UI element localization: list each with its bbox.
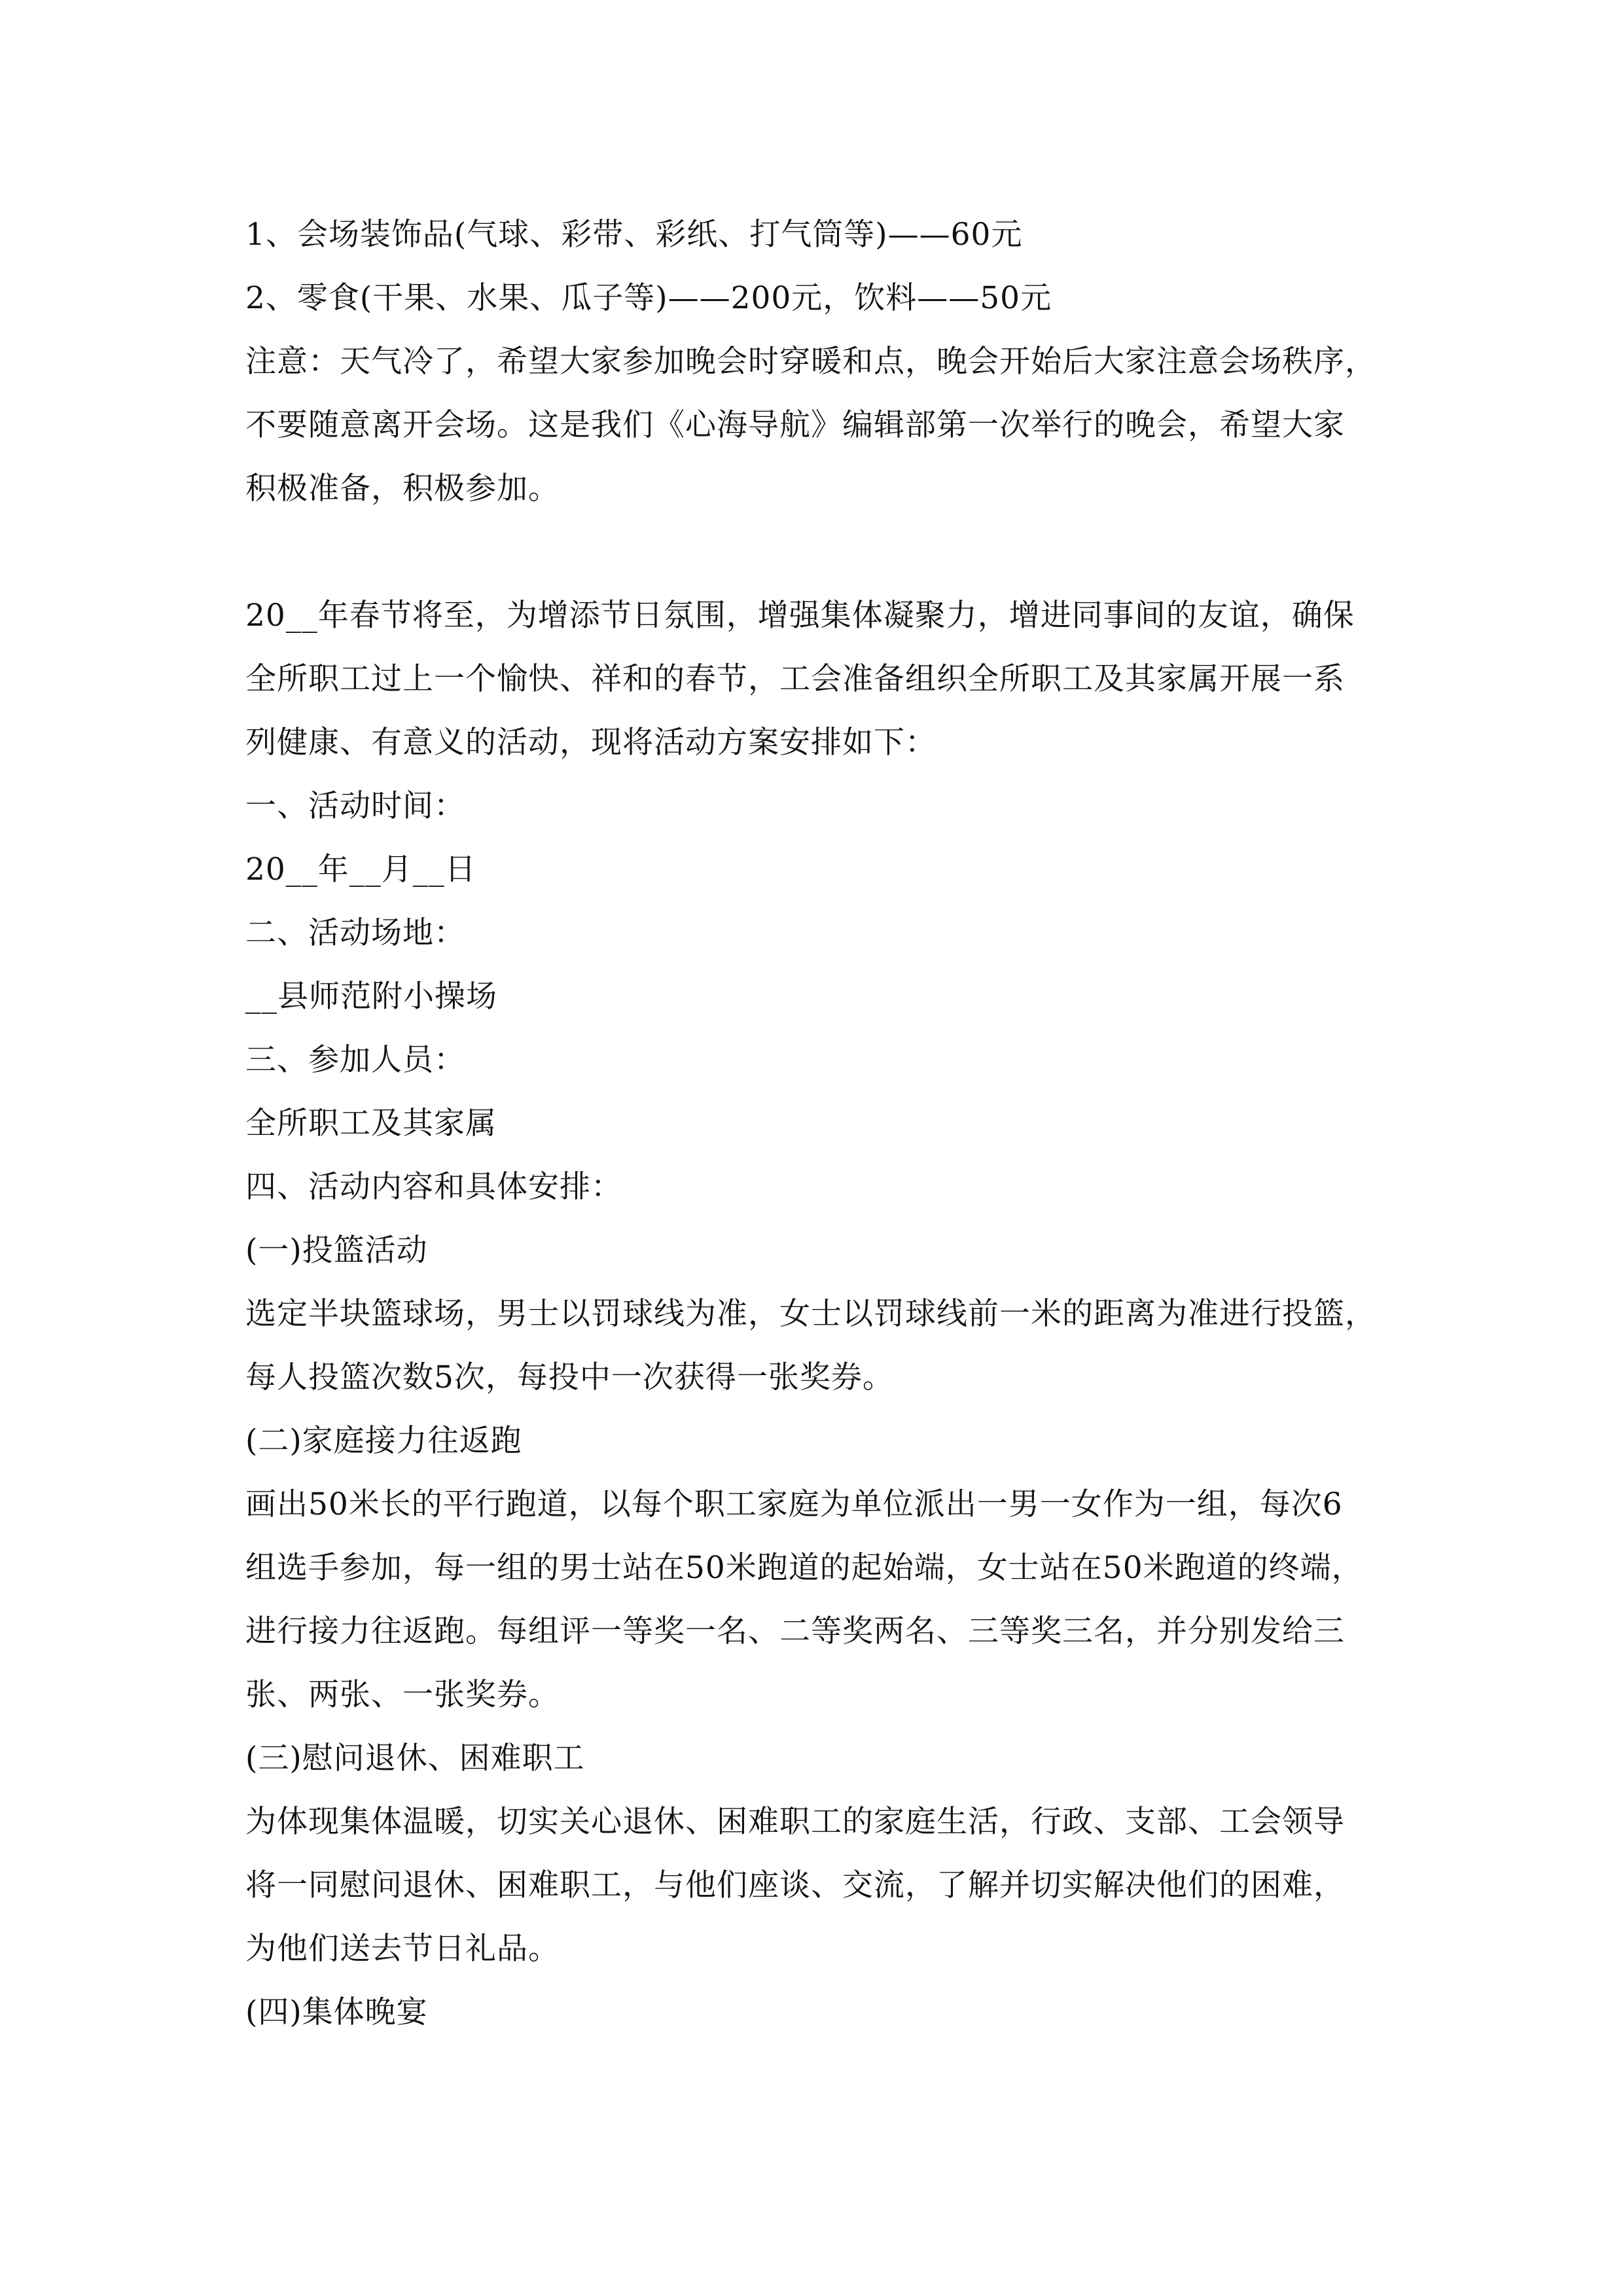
intro-line: 列健康、有意义的活动，现将活动方案安排如下：	[245, 725, 936, 761]
section-heading-venue: 二、活动场地：	[245, 915, 465, 951]
intro-line: 20__年春节将至，为增添节日氛围，增强集体凝聚力，增进同事间的友谊，确保	[245, 598, 1355, 634]
visit-detail: 将一同慰问退休、困难职工，与他们座谈、交流，了解并切实解决他们的困难，	[245, 1867, 1345, 1903]
notice-line: 不要随意离开会场。这是我们《心海导航》编辑部第一次举行的晚会，希望大家	[245, 407, 1345, 443]
subheading-basketball: (一)投篮活动	[245, 1232, 428, 1268]
relay-detail: 张、两张、一张奖券。	[245, 1677, 560, 1713]
paragraph-gap	[245, 520, 1394, 584]
activity-date: 20__年__月__日	[245, 852, 476, 888]
basketball-detail: 每人投篮次数5次，每投中一次获得一张奖券。	[245, 1359, 894, 1395]
participants: 全所职工及其家属	[245, 1105, 497, 1141]
document-body	[245, 203, 1394, 2044]
notice-line: 注意：天气冷了，希望大家参加晚会时穿暖和点，晚会开始后大家注意会场秩序，	[245, 344, 1376, 380]
subheading-relay: (二)家庭接力往返跑	[245, 1423, 522, 1459]
visit-detail: 为他们送去节日礼品。	[245, 1931, 560, 1967]
budget-item-decorations: 1、会场装饰品(气球、彩带、彩纸、打气筒等)——60元	[245, 217, 1023, 253]
notice-line: 积极准备，积极参加。	[245, 471, 560, 507]
relay-detail: 进行接力往返跑。每组评一等奖一名、二等奖两名、三等奖三名，并分别发给三	[245, 1613, 1345, 1649]
relay-detail: 画出50米长的平行跑道，以每个职工家庭为单位派出一男一女作为一组，每次6	[245, 1486, 1343, 1522]
intro-line: 全所职工过上一个愉快、祥和的春节，工会准备组织全所职工及其家属开展一系	[245, 661, 1345, 697]
section-heading-time: 一、活动时间：	[245, 788, 465, 824]
budget-item-snacks: 2、零食(干果、水果、瓜子等)——200元，饮料——50元	[245, 280, 1052, 316]
section-heading-participants: 三、参加人员：	[245, 1042, 465, 1078]
subheading-banquet: (四)集体晚宴	[245, 1994, 428, 2030]
activity-venue: __县师范附小操场	[245, 978, 497, 1014]
section-heading-content: 四、活动内容和具体安排：	[245, 1169, 622, 1205]
visit-detail: 为体现集体温暖，切实关心退休、困难职工的家庭生活，行政、支部、工会领导	[245, 1804, 1345, 1840]
basketball-detail: 选定半块篮球场，男士以罚球线为准，女士以罚球线前一米的距离为准进行投篮，	[245, 1296, 1376, 1332]
relay-detail: 组选手参加，每一组的男士站在50米跑道的起始端，女士站在50米跑道的终端，	[245, 1550, 1363, 1586]
subheading-visit: (三)慰问退休、困难职工	[245, 1740, 585, 1776]
